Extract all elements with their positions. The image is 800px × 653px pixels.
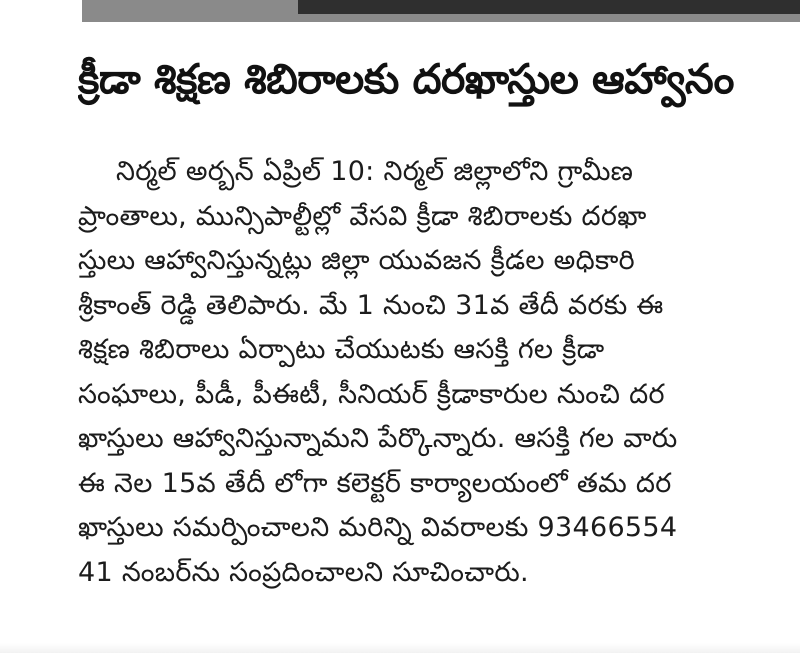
article-line: ఖాస్తులు సమర్పించాలని మరిన్ని వివరాలకు 93466554 bbox=[78, 512, 678, 543]
article-line: 41 నంబర్‌ను సంప్రదించాలని సూచించారు. bbox=[78, 556, 529, 588]
article-line: ప్రాంతాలు, మున్సిపాల్టీల్లో వేసవి క్రీడా శిబిరాలకు దరఖా bbox=[78, 200, 647, 232]
top-photo-edge bbox=[298, 0, 800, 14]
article-line: శిక్షణ శిబిరాలు ఏర్పాటు చేయుటకు ఆసక్తి గల క్రీడా bbox=[78, 334, 605, 365]
article-line: శ్రీకాంత్ రెడ్డి తెలిపారు. మే 1 నుంచి 31వ తేదీ వరకు ఈ bbox=[78, 289, 664, 321]
article-line: ఖాస్తులు ఆహ్వానిస్తున్నామని పేర్కొన్నారు. ఆసక్తి గల వారు bbox=[78, 423, 678, 454]
article-line: స్తులు ఆహ్వానిస్తున్నట్లు జిల్లా యువజన క్రీడల అధికారి bbox=[78, 245, 635, 276]
article-line: ఈ నెల 15వ తేదీ లోగా కలెక్టర్ కార్యాలయంలో తమ దర bbox=[78, 467, 672, 499]
article-line: సంఘాలు, పీడీ, పీఈటీ, సీనియర్ క్రీడాకారుల నుంచి దర bbox=[78, 378, 665, 410]
article-headline: క్రీడా శిక్షణ శిబిరాలకు దరఖాస్తుల ఆహ్వానం bbox=[78, 55, 734, 103]
article-body bbox=[78, 150, 800, 640]
article-line: నిర్మల్ అర్బన్ ఏప్రిల్ 10: నిర్మల్ జిల్లాలోని గ్రామీణ bbox=[116, 156, 634, 187]
page-bottom-edge bbox=[0, 643, 800, 653]
